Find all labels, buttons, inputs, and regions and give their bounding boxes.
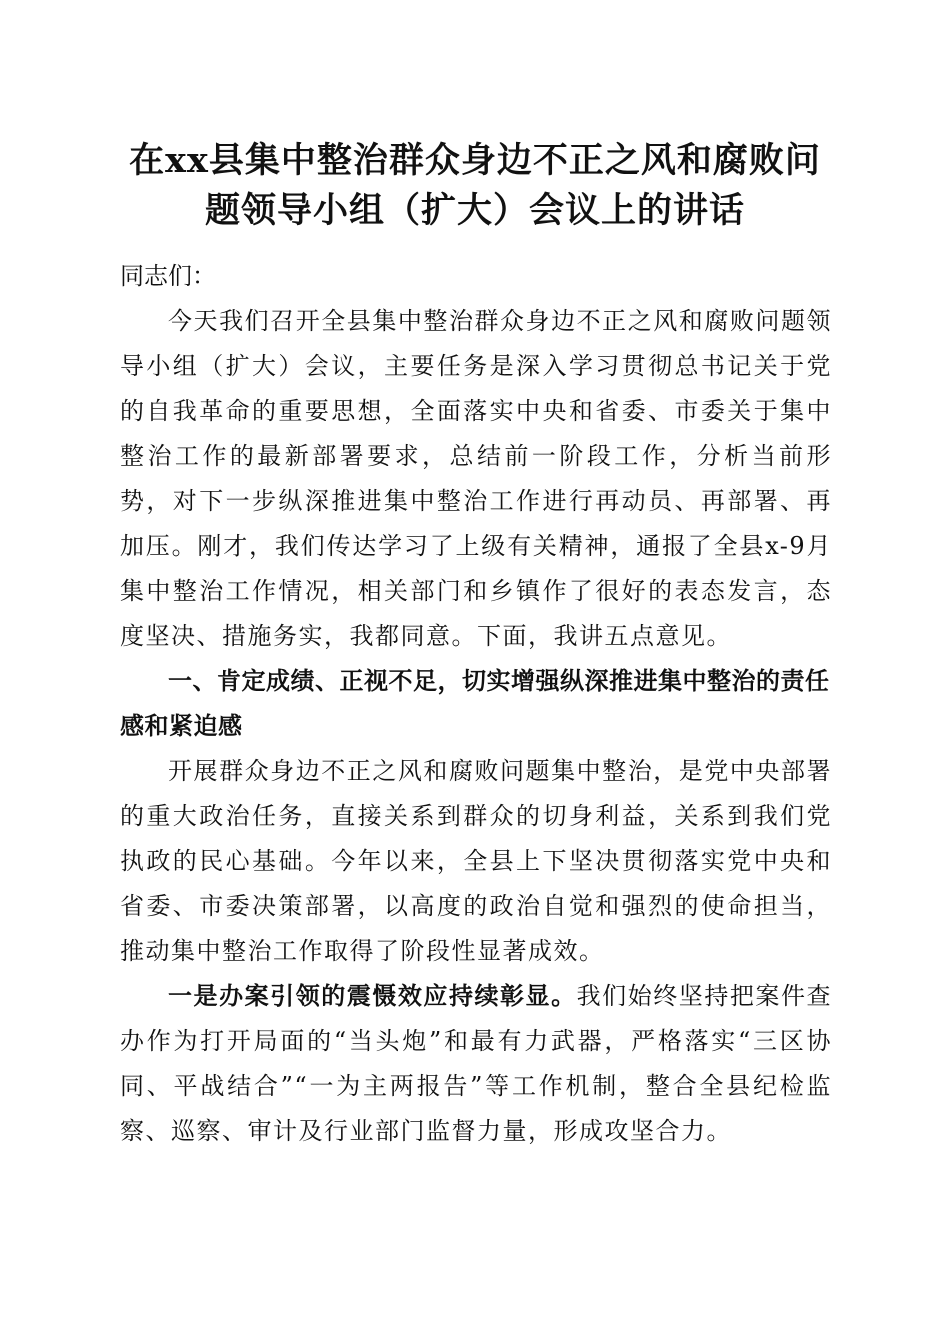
salutation: 同志们： — [120, 262, 216, 290]
title-line-1: 在xx县集中整治群众身边不正之风和腐败问 — [129, 140, 821, 181]
document-body — [120, 250, 832, 1154]
document-title — [100, 136, 850, 236]
point-1-paragraph — [120, 974, 832, 1154]
intro-paragraph: 今天我们召开全县集中整治群众身边不正之风和腐败问题领导小组（扩大）会议，主要任务是深入学习贯彻总书记关于党的自我革命的重要思想，全面落实中央和省委、市委关于集中整治工作的最新部署要求，总结前一阶段工作，分析当前形势，对下一步纵深推进集中整治工作进行再动员、再部署、再加压。刚才，我们传达学习了上级有关精神，通报了全县x-9月集中整治工作情况，相关部门和乡镇作了很好的表态发言，态度坚决、措施务实，我都同意。下面，我讲五点意见。 — [120, 307, 832, 650]
point-1-lead: 一是办案引领的震慑效应持续彰显。 — [168, 982, 577, 1010]
section-1-paragraph: 开展群众身边不正之风和腐败问题集中整治，是党中央部署的重大政治任务，直接关系到群众的切身利益，关系到我们党执政的民心基础。今年以来，全县上下坚决贯彻落实党中央和省委、市委决策部署，以高度的政治自觉和强烈的使命担当，推动集中整治工作取得了阶段性显著成效。 — [120, 757, 832, 965]
point-1-text: 我们始终坚持把案件查办作为打开局面的“当头炮”和最有力武器，严格落实“三区协同、平战结合”“一为主两报告”等工作机制，整合全县纪检监察、巡察、审计及行业部门监督力量，形成攻坚合力。 — [120, 982, 832, 1145]
title-line-2: 题领导小组（扩大）会议上的讲话 — [204, 190, 745, 231]
section-1-heading: 一、肯定成绩、正视不足，切实增强纵深推进集中整治的责任感和紧迫感 — [120, 667, 830, 740]
